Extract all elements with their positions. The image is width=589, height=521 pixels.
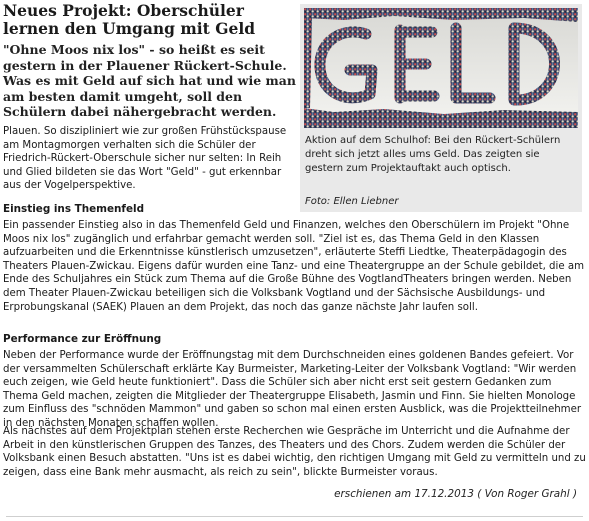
schoolyard-crowd-photo[interactable]: [304, 8, 578, 128]
photo-credit: Foto: Ellen Liebner: [305, 196, 399, 207]
figure-caption: Aktion auf dem Schulhof: Bei den Rückert-Schülern dreht sich jetzt alles ums Geld. Das zeigten sie gestern zum Projektauftakt auch optisch.: [305, 135, 561, 174]
article-intro: Plauen. So diszipliniert wie zur großen Frühstückspause am Montagmorgen verhalten sich die Schüler der Friedrich-Rückert-Oberschule sicher nur selten: In Reih und Glied bildeten sie das Wort "Geld" - gut erkennbar aus der Vogelperspektive.: [3, 126, 287, 192]
divider: [6, 516, 583, 517]
paragraph: Ein passender Einstieg also in das Themenfeld Geld und Finanzen, welches den Oberschülern im Projekt "Ohne Moos nix los" zugänglich und erfahrbar gemacht werden soll. "Ziel ist es, das Thema Geld in den Klassen aufzuarbeiten und die Erkenntnisse künstlerisch umzusetzen", erläuterte Steffi Liedtke, Theaterpädagogin des Theaters Plauen-Zwickau. Eigens dafür wurden eine Tanz- und eine Theatergruppe an der Schule gebildet, die am Ende des Schuljahres ein Stück zum Thema auf die Große Bühne des VogtlandTheaters bringen werden. Neben dem Theater Plauen-Zwickau beteiligen sich die Volksbank Vogtland und der Sächsische Ausbildungs- und Erprobungskanal (SAEK) Plauen an dem Projekt, das noch das ganze nächste Jahr laufen soll.: [3, 220, 585, 313]
publication-footer: erschienen am 17.12.2013 ( Von Roger Grahl ): [334, 488, 577, 500]
paragraph: Neben der Performance wurde der Eröffnungstag mit dem Durchschneiden eines goldenen Bandes gefeiert. Vor der versammelten Schülerschaft erklärte Kay Burmeister, Marketing-Leiter der Volksbank Vogtland: "Wir werden euch zeigen, wie Geld heute funktioniert". Dass die Schüler sich aber nicht erst seit gestern Gedanken zum Thema Geld machen, zeigten die Mitglieder der Theatergruppe Elisabeth, Jasmin und Finn. Sie hielten Monologe zum Einfluss des "schnöden Mammon" und gaben so schon mal einen ersten Ausblick, was die Projektteilnehmer in den nächsten Monaten schaffen wollen.: [3, 350, 582, 429]
article-headline: Neues Projekt: Oberschüler lernen den Umgang mit Geld: [3, 1, 256, 38]
article-figure: [300, 4, 582, 212]
paragraph: Als nächstes auf dem Projektplan stehen erste Recherchen wie Gespräche im Unterricht und die Aufnahme der Arbeit in den künstlerischen Gruppen des Tanzes, des Theaters und des Chors. Zudem werden die Schüler der Volksbank einen Besuch abstatten. "Uns ist es dabei wichtig, den richtigen Umgang mit Geld zu vermitteln und zu zeigen, dass eine Bank mehr ausmacht, als reich zu sein", blickte Burmeister voraus.: [3, 426, 586, 478]
article-lead: "Ohne Moos nix los" - so heißt es seit gestern in der Plauener Rückert-Schule. Was es mit Geld auf sich hat und wie man am besten damit umgeht, soll den Schülern dabei nähergebracht werden.: [3, 42, 296, 119]
section-heading: Performance zur Eröffnung: [3, 333, 162, 345]
section-heading: Einstieg ins Themenfeld: [3, 203, 145, 215]
